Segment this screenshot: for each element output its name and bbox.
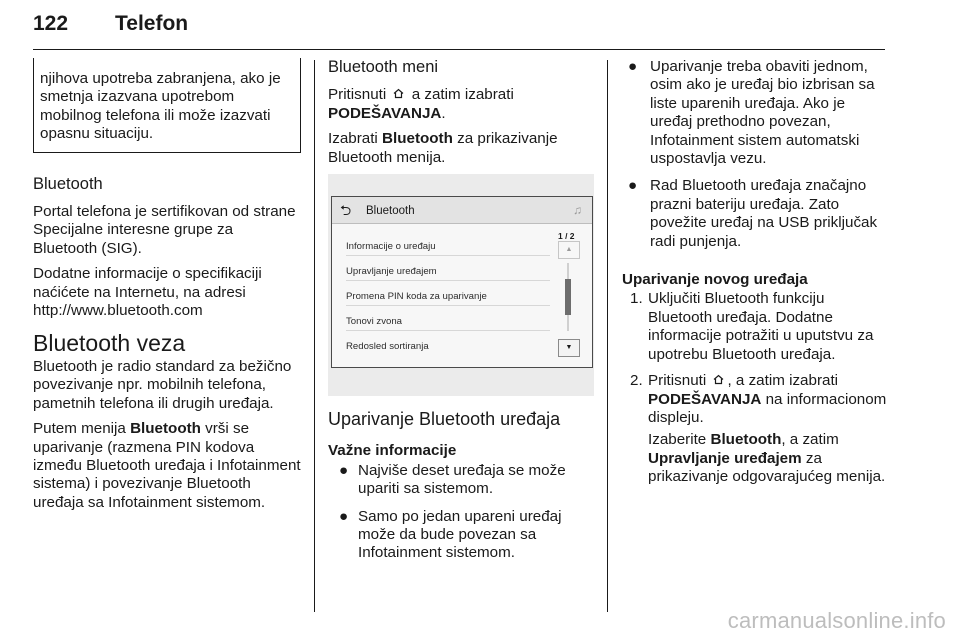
bullet-icon: ● xyxy=(628,177,638,195)
text-span: . xyxy=(441,104,446,122)
menu-term: Bluetooth xyxy=(382,130,453,148)
text-span: na informacionom displeju. xyxy=(648,390,887,426)
column-3 xyxy=(622,58,888,494)
paragraph xyxy=(622,431,888,486)
page-number: 122 xyxy=(33,12,69,35)
bullet-icon: ● xyxy=(339,507,349,525)
column-divider-1 xyxy=(314,60,315,612)
paragraph: Bluetooth je radio standard za bežično povezivanje npr. mobilnih telefona, pametnih telefona ili drugih uređaja. xyxy=(33,357,292,412)
menu-term: PODEŠAVANJA xyxy=(328,104,442,122)
infotainment-screen xyxy=(331,196,593,368)
list-item-text: Samo po jedan upareni uređaj može da bude povezan sa Infotainment sistemom. xyxy=(358,507,562,562)
paragraph: Portal telefona je sertifikovan od strane Specijalne interesne grupe za Bluetooth (SIG). xyxy=(33,203,296,257)
column-divider-2 xyxy=(607,60,608,612)
chapter-title: Telefon xyxy=(115,12,189,35)
list-item-text: Najviše deset uređaja se može upariti sa sistemom. xyxy=(358,461,566,498)
bluetooth-heading: Bluetooth xyxy=(33,174,103,193)
menu-item-redosled[interactable]: Redosled sortiranja xyxy=(346,341,429,353)
vazne-informacije-heading: Važne informacije xyxy=(328,442,457,460)
text-span: Izabrati xyxy=(328,130,383,148)
watermark: carmanualsonline.info xyxy=(727,608,946,633)
music-note-icon[interactable]: ♫ xyxy=(573,203,582,218)
scroll-thumb[interactable] xyxy=(565,279,571,315)
bullet-icon: ● xyxy=(339,461,349,479)
uparivanje-novog-heading: Uparivanje novog uređaja xyxy=(622,271,808,289)
home-icon xyxy=(712,373,725,386)
bluetooth-meni-heading: Bluetooth meni xyxy=(328,58,439,76)
text-span: vrši se uparivanje (razmena PIN kodova između Bluetooth uređaja i Infotainment sistema) i povezivanje Bluetooth uređaja sa Infotainment sistemom. xyxy=(33,420,301,511)
text-span: Pritisnuti xyxy=(328,86,391,104)
text-span: , a zatim izabrati xyxy=(727,372,839,390)
page-header xyxy=(33,12,885,42)
text-span: za prikazivanje Bluetooth menija. xyxy=(328,130,558,166)
header-divider xyxy=(33,49,885,50)
paragraph: Dodatne informacije o specifikaciji naćićete na Internetu, na adresi http://www.bluetooth.com xyxy=(33,265,262,320)
step-number: 1. xyxy=(630,290,643,308)
menu-term: Bluetooth xyxy=(710,431,782,449)
warning-note-box xyxy=(33,58,301,153)
menu-item-upravljanje[interactable]: Upravljanje uređajem xyxy=(346,256,550,281)
bluetooth-veza-heading: Bluetooth veza xyxy=(33,330,186,357)
uparivanje-heading: Uparivanje Bluetooth uređaja xyxy=(328,409,561,430)
bullet-icon: ● xyxy=(628,58,638,75)
text-span: Izaberite xyxy=(648,431,711,449)
text-span: , a zatim xyxy=(781,431,839,449)
screen-title-bar xyxy=(332,197,592,224)
warning-note-text: njihova upotreba zabranjena, ako je smetnja izazvana upotrebom mobilnog telefona ili može izazvati opasnu situaciju. xyxy=(40,70,281,143)
step-item xyxy=(622,290,888,364)
column-1 xyxy=(33,58,301,519)
list-item xyxy=(328,508,594,563)
step-text: Uključiti Bluetooth funkciju Bluetooth uređaja. Dodatne informacije potražiti u uputstvu za upotrebu Bluetooth uređaja. xyxy=(648,290,874,363)
step-number: 2. xyxy=(630,372,643,390)
bluetooth-menu-screenshot xyxy=(328,174,594,396)
paragraph xyxy=(328,130,594,167)
scroll-down-button[interactable]: ▼ xyxy=(558,339,580,357)
list-item xyxy=(622,177,888,251)
column-2 xyxy=(328,58,594,572)
step-item xyxy=(622,372,888,427)
text-span: Pritisnuti xyxy=(648,372,711,390)
menu-term: Upravljanje uređajem xyxy=(648,449,802,467)
text-span: a zatim izabrati xyxy=(407,86,514,104)
screen-title: Bluetooth xyxy=(366,205,415,218)
text-span: Putem menija xyxy=(33,420,131,438)
menu-item-tonovi[interactable]: Tonovi zvona xyxy=(346,306,550,331)
back-arrow-icon[interactable]: ⮌ xyxy=(340,202,352,219)
list-item-text: Uparivanje treba obaviti jednom, osim ako je uređaj bio izbrisan sa liste uparenih uređaja. Ako je uređaj prethodno povezan, Infotainment sistem automatski uspostavlja vezu. xyxy=(650,58,875,168)
menu-term: Bluetooth xyxy=(130,420,201,438)
page-indicator: 1 / 2 xyxy=(558,231,575,242)
list-item xyxy=(328,462,594,499)
menu-term: PODEŠAVANJA xyxy=(648,390,762,408)
scroll-up-button[interactable]: ▲ xyxy=(558,241,580,259)
screen-menu-list xyxy=(346,231,550,356)
home-icon xyxy=(392,87,405,100)
text-span: za prikazivanje odgovarajućeg menija. xyxy=(648,449,886,486)
menu-item-pin-kod[interactable]: Promena PIN koda za uparivanje xyxy=(346,281,550,306)
list-item-text: Rad Bluetooth uređaja značajno prazni bateriju uređaja. Zato povežite uređaj na USB priključak radi punjenja. xyxy=(650,177,878,250)
menu-item-informacije[interactable]: Informacije o uređaju xyxy=(346,231,550,256)
paragraph xyxy=(328,86,594,123)
paragraph xyxy=(33,420,301,512)
list-item xyxy=(622,58,888,168)
